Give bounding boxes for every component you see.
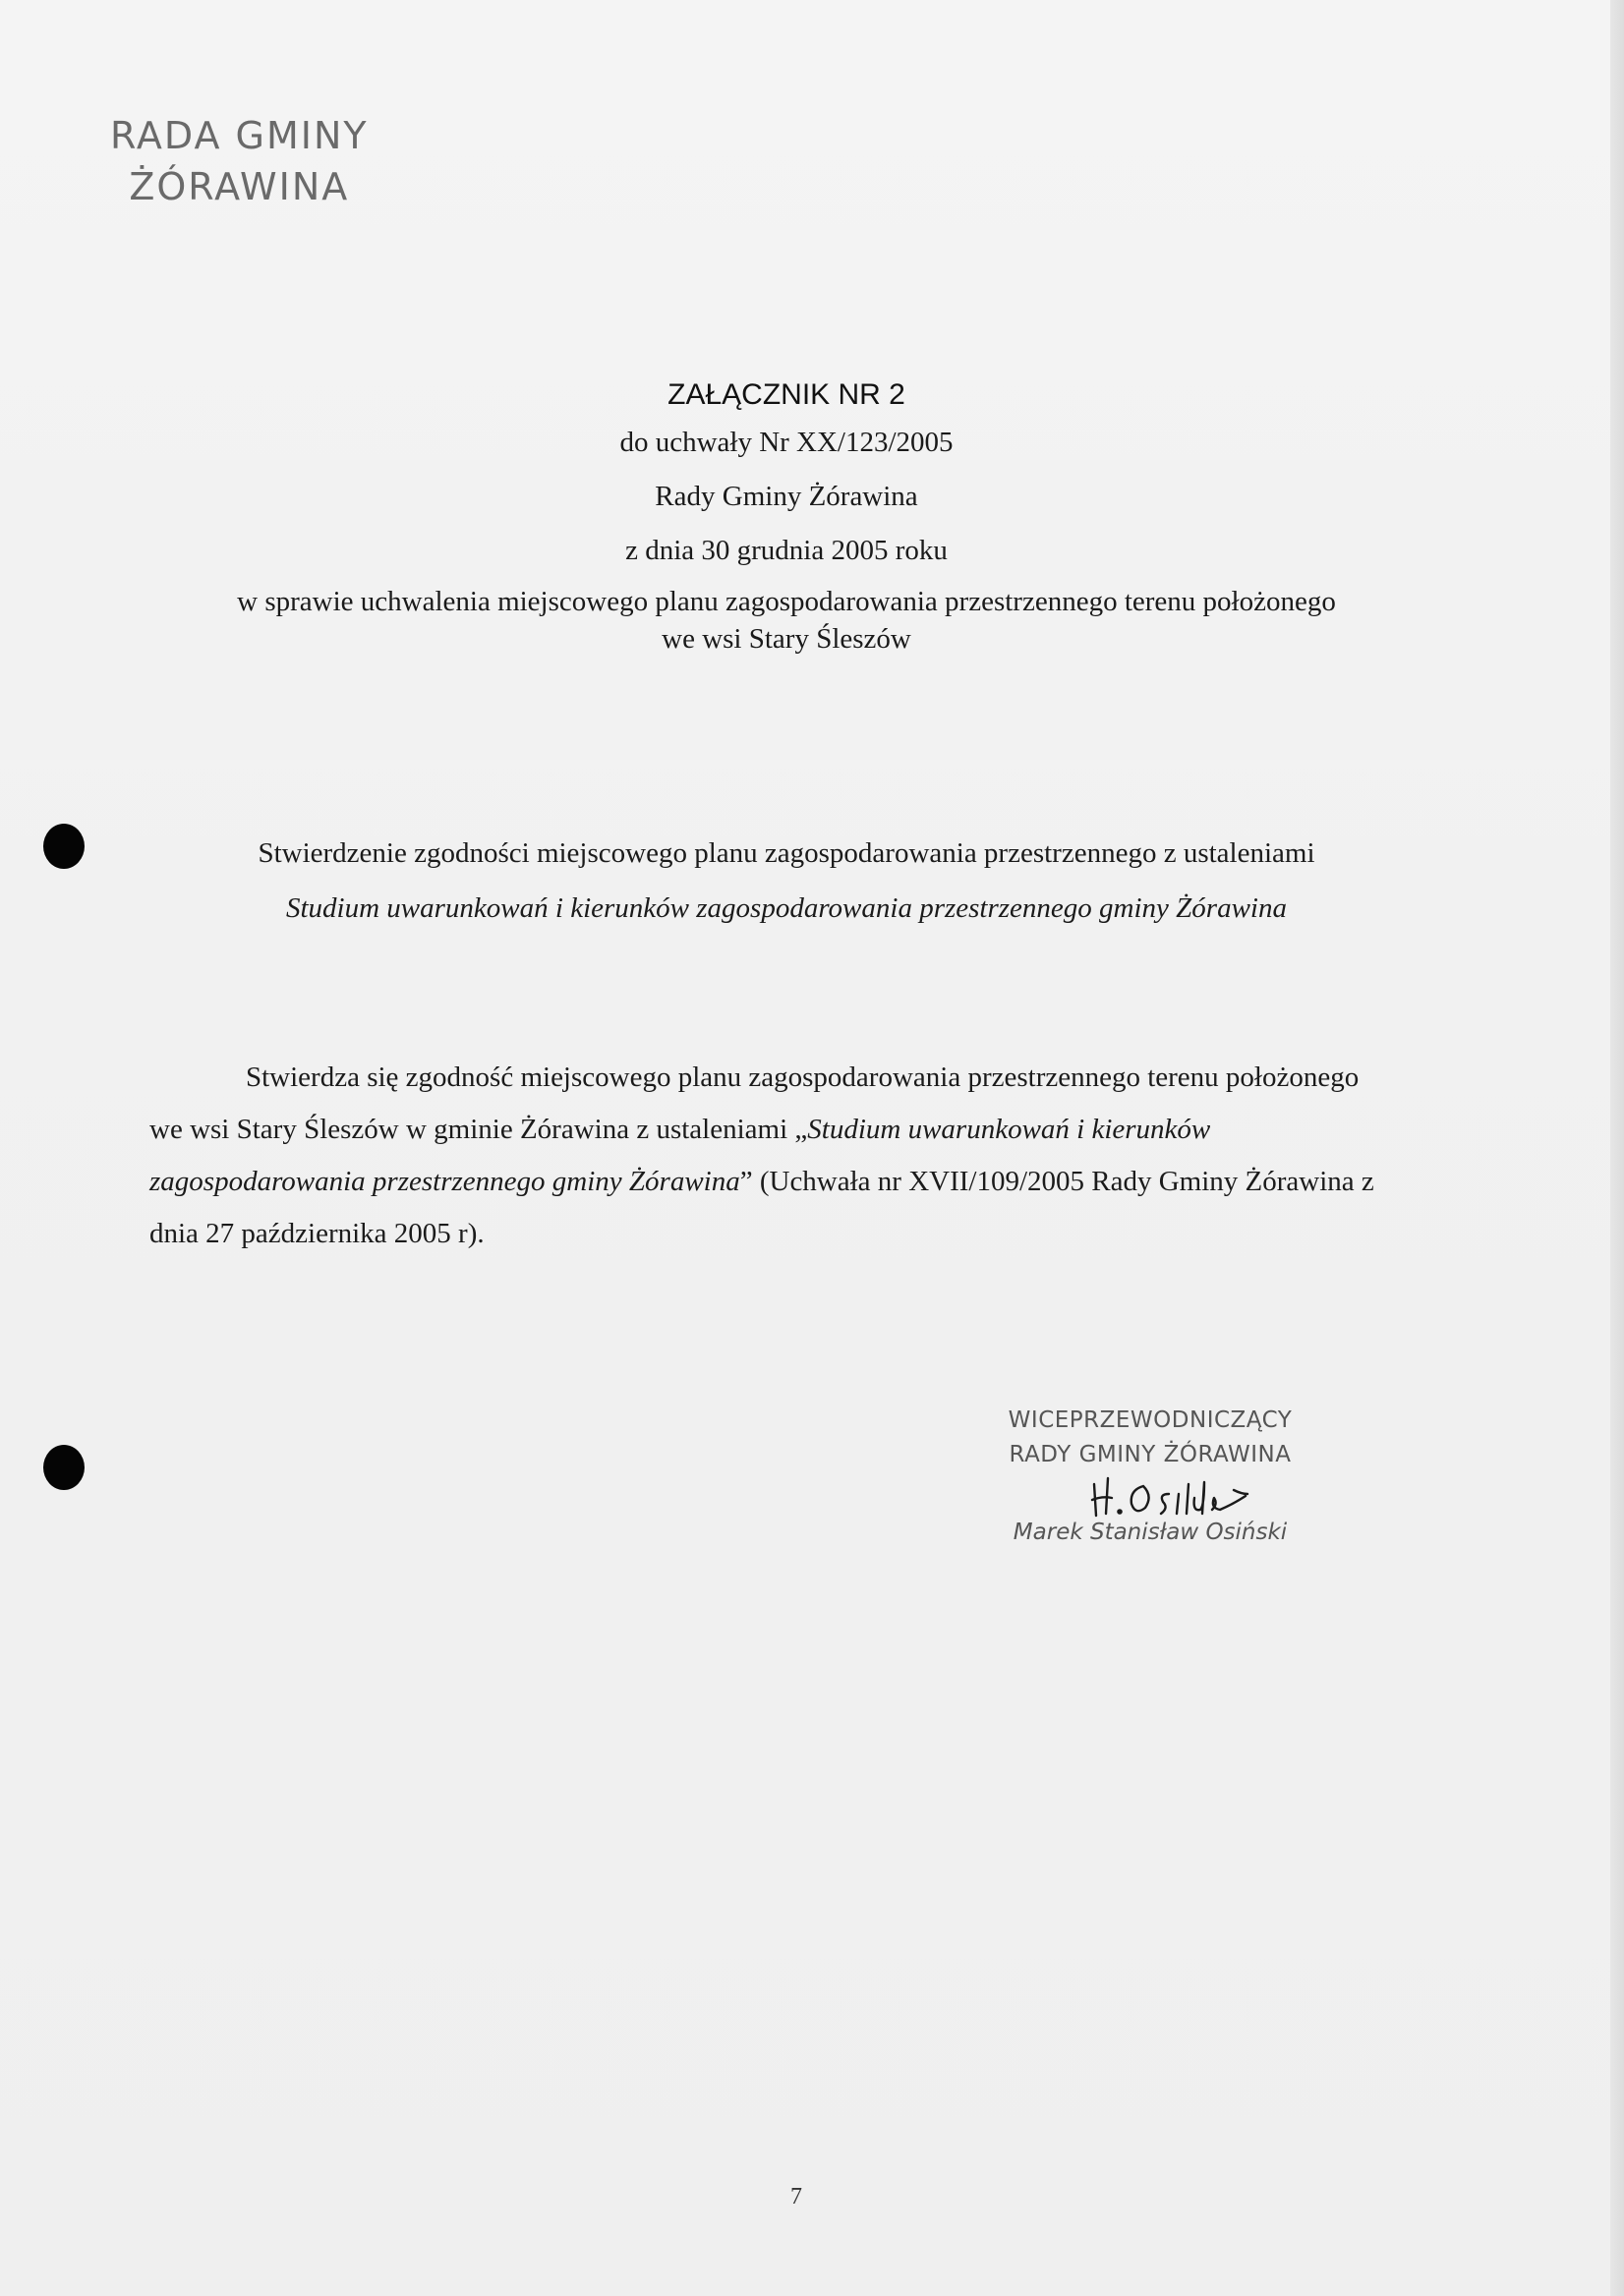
stamp-line-1: RADA GMINY (110, 114, 369, 157)
attachment-title: ZAŁĄCZNIK NR 2 (667, 378, 905, 411)
council-name: Rady Gminy Żórawina (655, 481, 918, 512)
body-paragraph (149, 1052, 1388, 1260)
signatory-title-1: WICEPRZEWODNICZĄCY (1008, 1407, 1293, 1433)
body-text-part-2: ” (Uchwała nr XVII/109/2005 Rady Gminy Żórawina z dnia 27 października 2005 r). (149, 1166, 1374, 1249)
punch-hole-top (43, 824, 85, 869)
page-number: 7 (790, 2184, 802, 2210)
council-stamp (110, 110, 369, 212)
section-subject-line-1: Stwierdzenie zgodności miejscowego planu zagospodarowania przestrzennego z ustaleniami (258, 837, 1315, 869)
body-text-italic: Studium uwarunkowań i kierunków zagospodarowania przestrzennego gminy Żórawina (149, 1114, 1211, 1197)
resolution-subject-line-2: we wsi Stary Śleszów (662, 623, 911, 655)
signatory-name: Marek Stanisław Osiński (1013, 1520, 1288, 1545)
resolution-subject-line-1: w sprawie uchwalenia miejscowego planu zagospodarowania przestrzennego terenu położonego (237, 586, 1336, 617)
page-edge-shadow (1610, 0, 1624, 2296)
punch-hole-bottom (43, 1445, 85, 1490)
section-subject-line-2: Studium uwarunkowań i kierunków zagospodarowania przestrzennego gminy Żórawina (286, 892, 1287, 924)
stamp-line-2: ŻÓRAWINA (129, 165, 350, 208)
signatory-title-2: RADY GMINY ŻÓRAWINA (1009, 1442, 1292, 1467)
resolution-number: do uchwały Nr XX/123/2005 (619, 427, 954, 458)
resolution-date: z dnia 30 grudnia 2005 roku (625, 535, 948, 566)
handwritten-signature (1086, 1464, 1293, 1523)
body-text-part-1: Stwierdza się zgodność miejscowego planu zagospodarowania przestrzennego terenu położonego we wsi Stary Śleszów w gminie Żórawina z ustaleniami „ (149, 1062, 1360, 1145)
